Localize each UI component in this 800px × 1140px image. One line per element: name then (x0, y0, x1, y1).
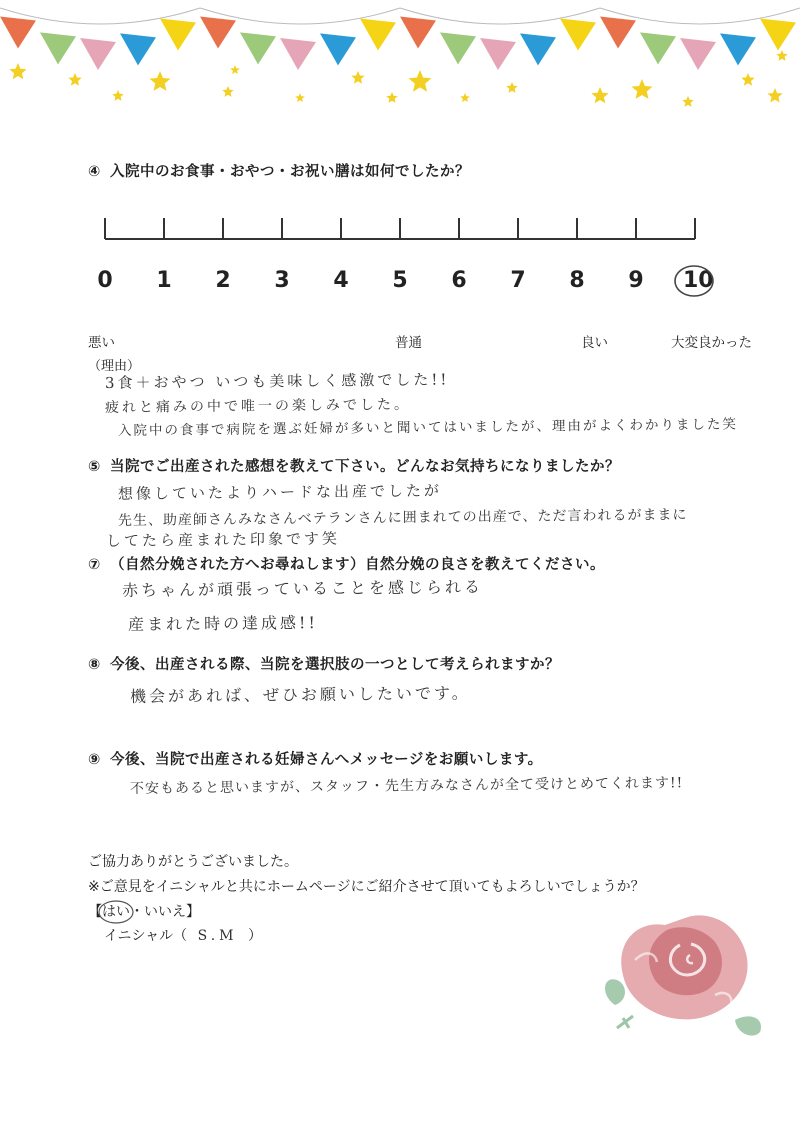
bunting-flag (360, 19, 396, 51)
q7-answer-line-2: 産まれた時の達成感!! (127, 613, 318, 634)
q8-answer-line-1: 機会があれば、ぜひお願いしたいです。 (129, 683, 471, 706)
q9-number: ⑨ (88, 752, 101, 768)
q4-answer-line-3: 入院中の食事で病院を選ぶ妊婦が多いと聞いてはいましたが、理由がよくわかりました笑 (117, 416, 739, 439)
bunting-flag (600, 16, 636, 48)
q5-question (88, 455, 620, 476)
star-icon (506, 82, 517, 93)
bunting-flag (80, 38, 116, 70)
star-icon (68, 73, 81, 86)
star-icon (460, 93, 470, 102)
initials-label: イニシャル（ (104, 928, 188, 944)
q7-question-text: （自然分娩された方へお尋ねします）自然分娩の良さを教えてください。 (110, 557, 605, 573)
q8-question-text: 今後、出産される際、当院を選択肢の一つとして考えられますか？ (110, 657, 560, 673)
scale-number-10: 10 (683, 268, 714, 293)
q4-answer-line-1: 3食＋おやつ いつも美味しく感激でした!! (104, 370, 450, 392)
bunting-flag (320, 33, 356, 65)
q9-question-text: 今後、当院で出産される妊婦さんへメッセージをお願いします。 (110, 752, 543, 768)
stars-decoration (9, 50, 787, 107)
initials-value: S.M (197, 928, 238, 944)
scale-number-4: 4 (333, 268, 349, 293)
scale-number-9: 9 (628, 268, 644, 293)
q5-answer-line-1: 想像していたよりハードな出産でしたが (117, 481, 443, 503)
star-icon (409, 70, 432, 92)
rating-scale (95, 210, 715, 260)
q5-question-text: 当院でご出産された感想を教えて下さい。どんなお気持ちになりましたか？ (110, 459, 620, 475)
q5-number: ⑤ (88, 459, 101, 475)
bunting-flag (680, 38, 716, 70)
scale-number-3: 3 (274, 268, 290, 293)
scale-number-6: 6 (451, 268, 467, 293)
choice-yes (102, 904, 130, 920)
bunting-flag (480, 38, 516, 70)
scale-number-8: 8 (569, 268, 585, 293)
star-icon (230, 65, 240, 74)
q7-answer-line-1: 赤ちゃんが頑張っていることを感じられる (121, 577, 484, 600)
bunting-flag (240, 32, 276, 64)
star-icon (682, 96, 693, 107)
choice-yes-text: はい (102, 904, 130, 920)
bunting-flag (440, 32, 476, 64)
star-icon (776, 50, 787, 61)
choice-rest: ・いいえ】 (130, 904, 200, 920)
choice-open: 【 (88, 904, 102, 920)
bunting-banner (0, 0, 800, 130)
q9-question (88, 748, 543, 769)
bunting-flag (280, 38, 316, 70)
star-icon (591, 87, 608, 103)
label-normal: 普通 (395, 335, 422, 351)
star-icon (767, 88, 782, 103)
initials-close: ） (247, 928, 262, 944)
scale-number-5: 5 (392, 268, 408, 293)
leaf-right (735, 1016, 761, 1035)
star-icon (112, 90, 123, 101)
star-icon (632, 79, 653, 99)
label-bad: 悪い (88, 335, 115, 351)
choice-yes-circle (96, 899, 136, 925)
q4-question (88, 160, 470, 181)
scale-number-2: 2 (215, 268, 231, 293)
bunting-flag (160, 19, 196, 51)
scale-number-7: 7 (510, 268, 526, 293)
star-icon (222, 86, 233, 97)
permission-text: ※ご意見をイニシャルと共にホームページにご紹介させて頂いてもよろしいでしょうか？ (88, 879, 645, 895)
bunting-flag (560, 19, 596, 51)
q9-answer-line-1: 不安もあると思いますが、スタッフ・先生方みなさんが全て受けとめてくれます!! (129, 775, 684, 797)
rose-illustration (595, 900, 775, 1050)
q4-question-text: 入院中のお食事・おやつ・お祝い膳は如何でしたか？ (110, 164, 470, 180)
scale-ticks (105, 218, 695, 239)
bunting-flag (40, 32, 76, 64)
leaf-left (605, 979, 625, 1005)
label-very-good: 大変良かった (671, 335, 752, 351)
bunting-flag (400, 16, 436, 48)
scale-number-0: 0 (97, 268, 113, 293)
bunting-flag (520, 33, 556, 65)
q7-question (88, 553, 605, 574)
q4-answer-line-2: 疲れと痛みの中で唯一の楽しみでした。 (104, 396, 412, 416)
permission-choice (88, 901, 200, 921)
bunting-flag (200, 16, 236, 48)
bunting-flag (0, 16, 36, 48)
sprig-left (617, 1016, 633, 1028)
thanks-text: ご協力ありがとうございました。 (88, 854, 298, 870)
star-icon (9, 63, 26, 79)
q4-number: ④ (88, 164, 101, 180)
bunting-flag (120, 33, 156, 65)
scale-number-1: 1 (156, 268, 172, 293)
q5-answer-line-2: 先生、助産師さんみなさんベテランさんに囲まれての出産で、ただ言われるがままに (117, 507, 688, 529)
q8-question (88, 653, 560, 674)
star-icon (150, 71, 171, 91)
q7-number: ⑦ (88, 557, 101, 573)
star-icon (386, 92, 397, 103)
star-icon (741, 73, 754, 86)
initials-row (104, 925, 262, 945)
reason-label: （理由） (88, 359, 141, 374)
star-icon (351, 71, 364, 84)
q5-answer-line-3: してたら産まれた印象です笑 (105, 529, 341, 550)
bunting-flag (720, 33, 756, 65)
star-icon (295, 93, 305, 102)
bunting-flag (640, 32, 676, 64)
bunting-flag (760, 19, 796, 51)
q8-number: ⑧ (88, 657, 101, 673)
label-good: 良い (581, 335, 608, 351)
selected-circle (671, 262, 717, 300)
bunting-flags (0, 8, 800, 70)
